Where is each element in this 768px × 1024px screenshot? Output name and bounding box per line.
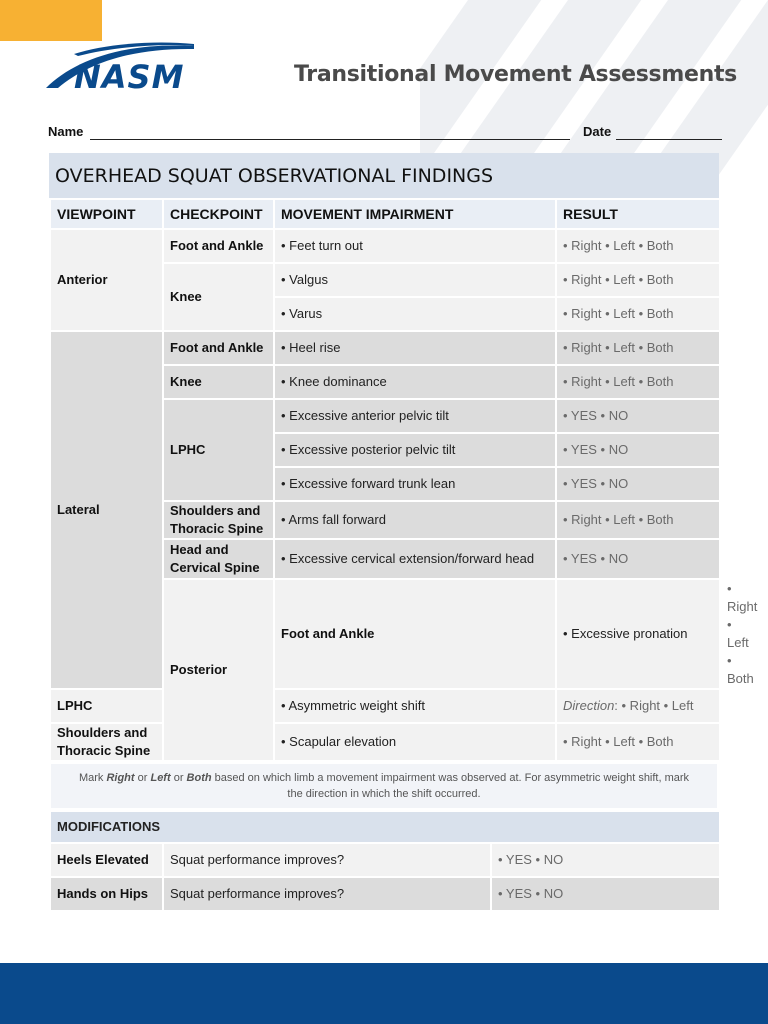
footer-bar [0,963,768,1024]
col-movement-impairment: MOVEMENT IMPAIRMENT [274,199,556,229]
nasm-logo [44,40,204,95]
modification-label: Hands on Hips [50,877,163,911]
impairment-cell: • Asymmetric weight shift [274,689,556,723]
date-label: Date [583,124,612,139]
checkpoint-cell: Foot and Ankle [274,579,556,689]
impairment-cell: • Excessive forward trunk lean [274,467,556,501]
observation-form [49,153,758,912]
name-date-row [48,124,728,144]
result-options[interactable]: • Right • Left • Both [556,263,720,297]
modification-question: Squat performance improves? [163,843,491,877]
table-header-row [50,199,720,229]
document-title: Transitional Movement Assessments [294,62,737,87]
checkpoint-cell: Foot and Ankle [163,331,274,365]
direction-label: Direction [563,698,615,713]
impairment-cell: • Scapular elevation [274,723,556,761]
direction-options: : • Right • Left [614,698,694,713]
table-row [50,723,720,761]
name-field[interactable] [90,139,570,140]
impairment-cell: • Excessive cervical extension/forward head [274,539,556,579]
col-viewpoint: VIEWPOINT [50,199,163,229]
modification-result[interactable]: • YES • NO [491,843,720,877]
result-options[interactable]: • YES • NO [556,399,720,433]
col-checkpoint: CHECKPOINT [163,199,274,229]
checkpoint-cell: Knee [163,365,274,399]
result-options[interactable]: • YES • NO [556,433,720,467]
result-options[interactable]: • YES • NO [556,467,720,501]
orange-accent-tab [0,0,102,41]
result-options[interactable]: • Right • Left • Both [556,723,720,761]
date-field[interactable] [616,139,722,140]
table-row [50,229,720,263]
findings-table [49,198,758,762]
col-result: RESULT [556,199,720,229]
impairment-cell: • Excessive posterior pelvic tilt [274,433,556,467]
modification-result[interactable]: • YES • NO [491,877,720,911]
result-options[interactable]: • Right • Left • Both [556,297,720,331]
checkpoint-cell: Head and Cervical Spine [163,539,274,579]
checkpoint-cell: Foot and Ankle [163,229,274,263]
checkpoint-cell: LPHC [50,689,163,723]
modifications-header [50,811,720,843]
impairment-cell: • Excessive pronation [556,579,720,689]
table-row [50,843,720,877]
modification-label: Heels Elevated [50,843,163,877]
impairment-cell: • Knee dominance [274,365,556,399]
checkpoint-cell: LPHC [163,399,274,501]
result-options[interactable]: • YES • NO [556,539,720,579]
impairment-cell: • Heel rise [274,331,556,365]
result-options[interactable]: • Right • Left • Both [556,365,720,399]
checkpoint-cell: Knee [163,263,274,331]
impairment-cell: • Valgus [274,263,556,297]
modifications-table [49,810,721,912]
table-row: Posterior Foot and Ankle • Excessive pronation • Right • Left • Both [50,579,720,689]
logo-text: NASM [74,58,185,95]
result-direction[interactable] [556,689,720,723]
instruction-note: Mark Right or Left or Both based on which limb a movement impairment was observed at. For asymmetric weight shift, mark the direction in which the shift occurred. [49,762,719,810]
viewpoint-lateral: Lateral [50,331,163,689]
checkpoint-cell: Shoulders and Thoracic Spine [163,501,274,539]
table-row [50,877,720,911]
impairment-cell: • Excessive anterior pelvic tilt [274,399,556,433]
viewpoint-anterior: Anterior [50,229,163,331]
impairment-cell: • Feet turn out [274,229,556,263]
viewpoint-posterior: Posterior [163,579,274,761]
table-row [50,331,720,365]
result-options[interactable]: • Right • Left • Both [556,501,720,539]
checkpoint-cell: Shoulders and Thoracic Spine [50,723,163,761]
impairment-cell: • Varus [274,297,556,331]
modifications-title: MODIFICATIONS [50,811,720,843]
name-label: Name [48,124,84,139]
form-title: OVERHEAD SQUAT OBSERVATIONAL FINDINGS [49,153,719,198]
table-row [50,689,720,723]
result-options[interactable]: • Right • Left • Both [556,229,720,263]
modification-question: Squat performance improves? [163,877,491,911]
result-options[interactable]: • Right • Left • Both [556,331,720,365]
impairment-cell: • Arms fall forward [274,501,556,539]
